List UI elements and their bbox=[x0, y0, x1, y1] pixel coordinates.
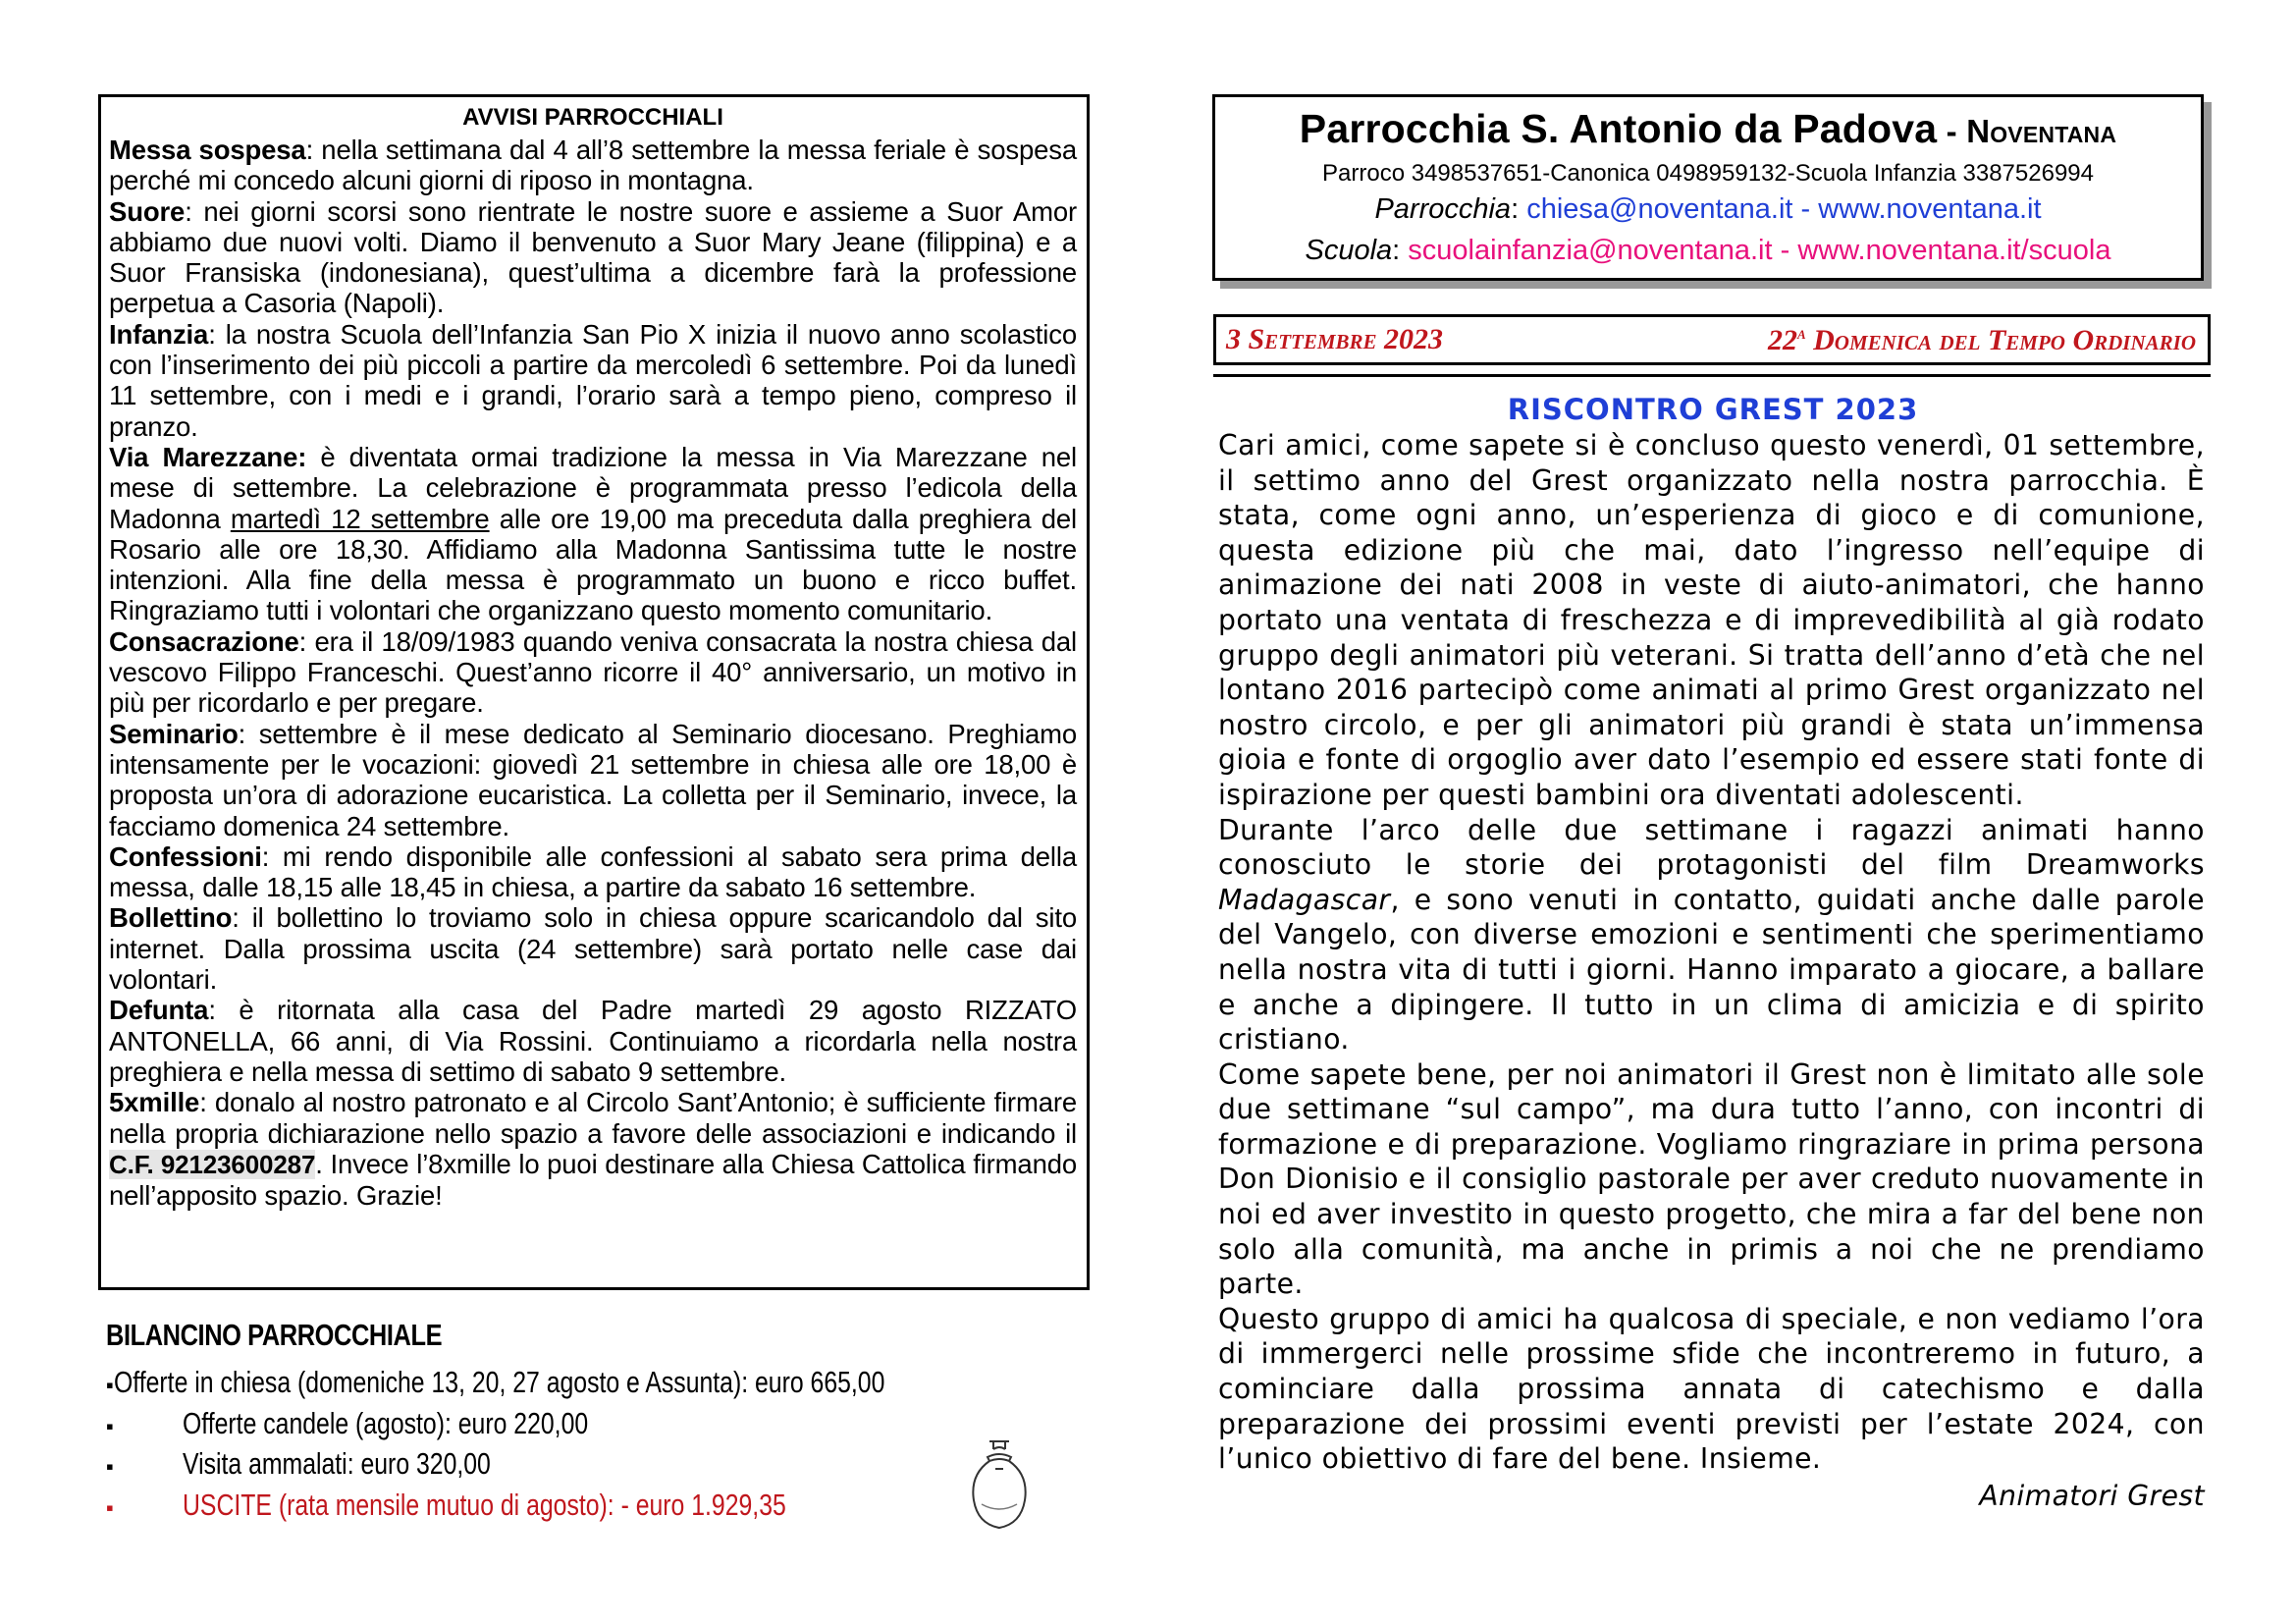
bilancino-section bbox=[106, 1316, 1048, 1528]
divider bbox=[1213, 374, 2211, 377]
avviso-consacrazione: Consacrazione: era il 18/09/1983 quando veniva consacrata la nostra chiesa dal vescovo Filippo Franceschi. Quest’anno ricorre il 40° anniversario, un motivo in più per ricordarlo e per pregare. bbox=[109, 625, 1077, 719]
bullet-icon: ▪ bbox=[106, 1413, 114, 1438]
scuola-web-link[interactable]: www.noventana.it/scuola bbox=[1797, 235, 2111, 266]
avviso-suore: Suore: nei giorni scorsi sono rientrate le nostre suore e assieme a Suor Amor abbiamo due nuovi volti. Diamo il benvenuto a Suor Mary Jeane (filippina) e a Suor Fransiska (indonesiana), quest’ultima a dicembre farà la professione perpetua a Casoria (Napoli). bbox=[109, 195, 1077, 319]
parrocchia-email-link[interactable]: chiesa@noventana.it bbox=[1526, 193, 1793, 225]
avviso-defunta: Defunta: è ritornata alla casa del Padre martedì 29 agosto RIZZATO ANTONELLA, 66 anni, di Via Rossini. Continuiamo a ricordarla nella nostra preghiera e nella messa di settimo di sabato 9 settembre. bbox=[109, 995, 1077, 1087]
avviso-5xmille: 5xmille: donalo al nostro patronato e al Circolo Sant’Antonio; è sufficiente firmare nella propria dichiarazione nello spazio a favore delle associazioni e indicando il C.F. 92123600287. Invece l’8xmille lo puoi destinare alla Chiesa Cattolica firmando nell’apposito spazio. Grazie! bbox=[109, 1087, 1078, 1212]
bilancino-row-uscite: ▪ USCITE (rata mensile mutuo di agosto): - euro 1.929,35 bbox=[106, 1487, 786, 1522]
bilancino-title: BILANCINO PARROCCHIALE bbox=[106, 1318, 443, 1352]
parish-place: Noventana bbox=[1966, 113, 2117, 149]
bilancino-row: ▪ Offerte candele (agosto): euro 220,00 bbox=[106, 1405, 589, 1440]
article-paragraph: Questo gruppo di amici ha qualcosa di speciale, e non vediamo l’ora di immergerci nelle prossime sfide che incontreremo in futuro, a cominciare dalla prossima annata di catechismo e dalla preparazione dei prossimi eventi previsti per l’estate 2024, con l’unico obiettivo di fare del bene. Insieme. bbox=[1218, 1302, 2205, 1476]
avvisi-box bbox=[98, 94, 1090, 1290]
underlined-date: martedì 12 settembre bbox=[230, 503, 490, 534]
avviso-infanzia: Infanzia: la nostra Scuola dell’Infanzia San Pio X inizia il nuovo anno scolastico con l’inserimento dei più piccoli a partire da mercoledì 6 settembre. Poi da lunedì 11 settembre, con i medi e i grandi, l’orario sarà a tempo pieno, compreso il pranzo. bbox=[109, 318, 1077, 442]
avvisi-title: AVVISI PARROCCHIALI bbox=[462, 104, 723, 131]
article-paragraph: Cari amici, come sapete si è concluso questo venerdì, 01 settembre, il settimo anno del Grest organizzato nella nostra parrocchia. È stata, come ogni anno, un’esperienza di gioco e di comunione, questa edizione più che mai, dato l’ingresso nell’equipe di animazione dei nati 2008 in veste di aiuto-animatori, che hanno portato una ventata di freschezza e di imprevedibilità al già rodato gruppo degli animatori più veterani. Si tratta dell’anno d’età che nel lontano 2016 partecipò come animati al primo Grest organizzato nel nostro circolo, e per gli animatori più grandi è stata un’immensa gioia e fonte di orgoglio aver dato l’esempio ed essere stati fonte di ispirazione per questi bambini ora diventati adolescenti. bbox=[1218, 429, 2205, 811]
parish-header bbox=[1212, 94, 2204, 281]
codice-fiscale: C.F. 92123600287 bbox=[109, 1149, 316, 1179]
parrocchia-web-link[interactable]: www.noventana.it bbox=[1818, 193, 2042, 225]
parish-phone-contacts: Parroco 3498537651-Canonica 0498959132-Scuola Infanzia 3387526994 bbox=[1322, 160, 2094, 187]
issue-date: 3 Settembre 2023 bbox=[1226, 323, 1444, 355]
bullet-icon: ▪ bbox=[106, 1373, 114, 1397]
avviso-bollettino: Bollettino: il bollettino lo troviamo solo in chiesa oppure scaricandolo dal sito internet. Dalla prossima uscita (24 settembre) sarà portato nelle case dai volontari. bbox=[109, 902, 1077, 996]
parrocchia-contacts: Parrocchia: chiesa@noventana.it - www.noventana.it bbox=[1374, 193, 2042, 225]
bilancino-row: ▪ Offerte in chiesa (domeniche 13, 20, 27 agosto e Assunta): euro 665,00 bbox=[106, 1365, 885, 1399]
article-paragraph: Durante l’arco delle due settimane i ragazzi animati hanno conosciuto le storie dei protagonisti del film Dreamworks Madagascar, e sono venuti in contatto, guidati anche dalle parole del Vangelo, con diverse emozioni e sentimenti che sperimentiamo nella nostra vita di tutti i giorni. Hanno imparato a giocare, a ballare e anche a dipingere. Il tutto in un clima di amicizia e di spirito cristiano. bbox=[1218, 813, 2205, 1056]
avviso-messa-sospesa: Messa sospesa: nella settimana dal 4 all’8 settembre la messa feriale è sospesa perché mi concedo alcuni giorni di riposo in montagna. bbox=[109, 135, 1077, 196]
liturgical-sunday: 22$^a$ Domenica del Tempo Ordinario bbox=[1767, 322, 2196, 356]
offering-jar-icon bbox=[960, 1435, 1039, 1534]
avviso-seminario: Seminario: settembre è il mese dedicato al Seminario diocesano. Preghiamo intensamente per le vocazioni: giovedì 21 settembre in chiesa alle ore 18,00 è proposta un’ora di adorazione eucaristica. La colletta per il Seminario, invece, la facciamo domenica 24 settembre. bbox=[109, 718, 1077, 841]
article-signature: Animatori Grest bbox=[1979, 1479, 2205, 1512]
date-bar bbox=[1213, 314, 2211, 365]
scuola-contacts: Scuola: scuolainfanzia@noventana.it - www.noventana.it/scuola bbox=[1305, 235, 2111, 266]
bilancino-row: ▪ Visita ammalati: euro 320,00 bbox=[106, 1446, 491, 1481]
scuola-email-link[interactable]: scuolainfanzia@noventana.it bbox=[1408, 235, 1773, 266]
bullet-icon: ▪ bbox=[106, 1454, 114, 1479]
avviso-via-marezzane: Via Marezzane: è diventata ormai tradizione la messa in Via Marezzane nel mese di settembre. La celebrazione è programmata presso l’edicola della Madonna martedì 12 settembre alle ore 19,00 ma preceduta dalla preghiera del Rosario alle ore 18,30. Affidiamo alla Madonna Santissima tutte le nostre intenzioni. Alla fine della messa è programmato un buono e ricco buffet. Ringraziamo tutti i volontari che organizzano questo momento comunitario. bbox=[109, 441, 1077, 626]
article-body bbox=[1218, 428, 2205, 1513]
bullet-icon: ▪ bbox=[106, 1494, 114, 1520]
parish-name: Parrocchia S. Antonio da Padova - Noventana bbox=[1299, 106, 2117, 151]
article-title: RISCONTRO GREST 2023 bbox=[1507, 393, 1919, 426]
article-paragraph: Come sapete bene, per noi animatori il Grest non è limitato alle sole due settimane “sul campo”, ma dura tutto l’anno, con incontri di formazione e di preparazione. Vogliamo ringraziare in prima persona Don Dionisio e il consiglio pastorale per aver creduto nuovamente in noi ed aver investito in questo progetto, che mira a far del bene non solo alla comunità, ma anche in primis a noi che ne prendiamo parte. bbox=[1218, 1057, 2205, 1301]
avviso-confessioni: Confessioni: mi rendo disponibile alle confessioni al sabato sera prima della messa, dalle 18,15 alle 18,45 in chiesa, a partire da sabato 16 settembre. bbox=[109, 840, 1077, 903]
